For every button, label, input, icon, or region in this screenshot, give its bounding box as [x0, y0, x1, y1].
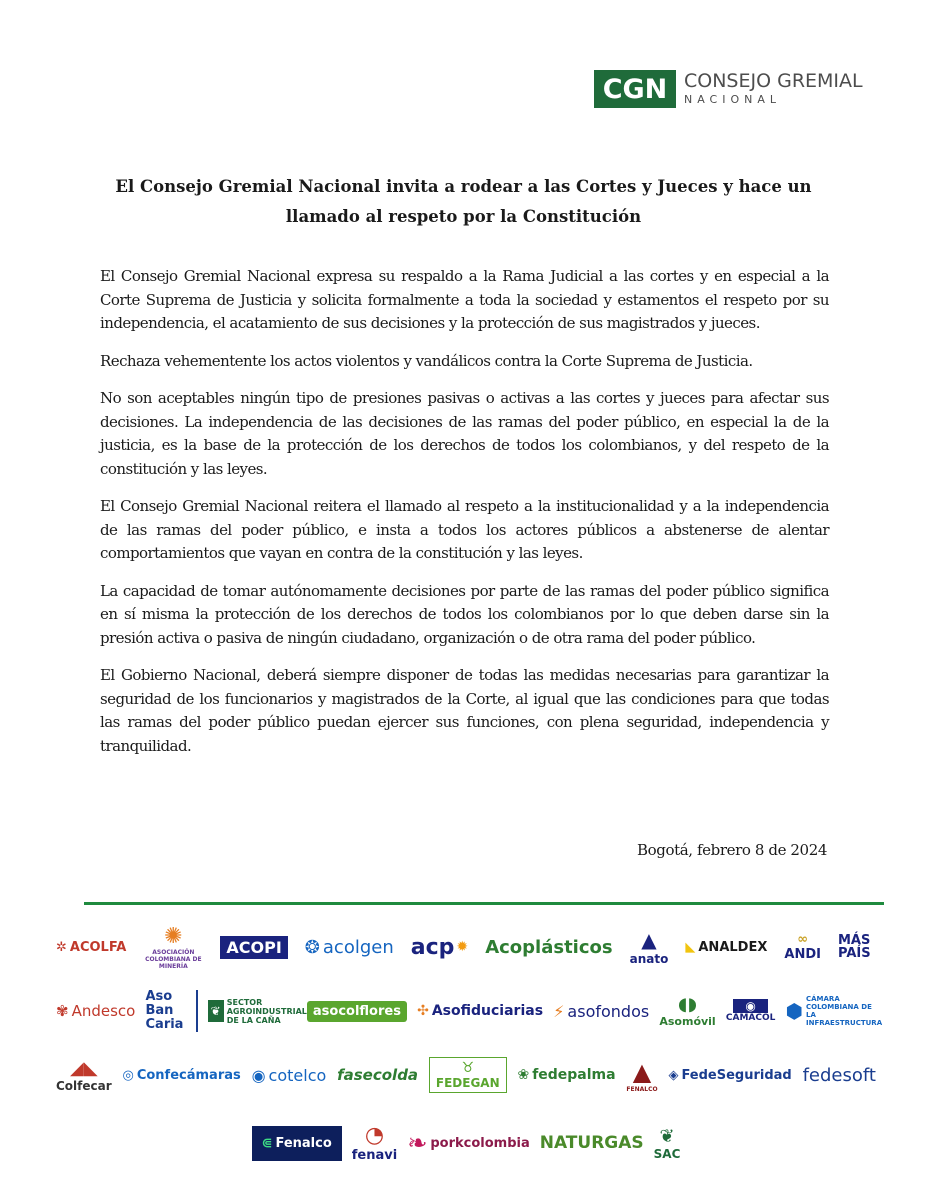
- logo-acm: ✺ ASOCIACIÓN COLOMBIANA DE MINERÍA: [145, 924, 202, 970]
- cgn-logo: [594, 70, 863, 108]
- logo-confecamaras: ◎ Confecámaras: [122, 1067, 241, 1083]
- paragraph-2: Rechaza vehementente los actos violentos y vandálicos contra la Corte Suprema de Justicia.: [100, 351, 753, 370]
- cgn-logo-text: [684, 71, 863, 107]
- logo-acp: acp ✹: [410, 934, 469, 960]
- logo-asofondos: ⚡ asofondos: [553, 1001, 650, 1021]
- logo-porkcolombia: ❧ porkcolombia: [407, 1129, 530, 1157]
- cci-hex-icon: ⬢: [785, 999, 803, 1023]
- asomovil-signal-icon: ◖◗: [678, 994, 698, 1015]
- asofiduciarias-icon: ✣: [417, 1003, 429, 1019]
- paragraph-1: El Consejo Gremial Nacional expresa su respaldo a la Rama Judicial a las cortes y en especial a la Corte Suprema de Justicia y solicita formalmente a toda la sociedad y estamentos el respeto por su independencia, el acatamiento de sus decisiones y la protección de sus magistrados y jueces.: [100, 267, 829, 332]
- asocana-leaf-icon: ❦: [208, 1000, 224, 1022]
- logo-andi: ∞ ANDI: [784, 932, 821, 962]
- logo-asocana: ❦ SECTOR AGROINDUSTRIAL DE LA CAÑA: [208, 998, 297, 1025]
- acolfa-icon: ✲: [56, 939, 67, 955]
- fenalco-icon: ⋐: [261, 1135, 273, 1151]
- logo-asofiduciarias: ✣ Asofiduciarias: [417, 1003, 544, 1019]
- paragraph-5: La capacidad de tomar autónomamente decisiones por parte de las ramas del poder público significa en sí misma la protección de los derechos de todos los colombianos por lo que deben darse sin la presión activa o pasiva de ningún ciudadano, organización o de otra rama del poder público.: [100, 581, 829, 647]
- logo-anato: ▲ anato: [629, 928, 669, 966]
- logo-cotelco: ◉ cotelco: [251, 1065, 327, 1085]
- fenavi-icon: ◔: [364, 1123, 385, 1148]
- acolgen-icon: ❂: [304, 936, 320, 958]
- fedepalma-palm-icon: ❀: [517, 1067, 530, 1083]
- logo-mas-pais: MÁS PAÍS: [838, 933, 871, 961]
- logo-acoplasticos: Acoplásticos: [485, 936, 613, 958]
- cgn-logo-line1: CONSEJO GREMIAL: [684, 70, 863, 92]
- logo-acolgen: ❂ acolgen: [304, 936, 394, 958]
- logo-sac: ❦ SAC: [653, 1125, 681, 1161]
- logo-acolfa: ✲ ACOLFA: [56, 939, 127, 955]
- logo-camacol: ◉ CAMACOL: [725, 999, 776, 1023]
- logo-cci: ⬢ CÁMARA COLOMBIANA DE LA INFRAESTRUCTURA: [785, 995, 883, 1027]
- andi-rings-icon: ∞: [797, 932, 809, 947]
- camacol-icon: ◉: [733, 999, 767, 1013]
- logo-asomovil: ◖◗ Asomóvil: [659, 994, 716, 1028]
- paragraph-3: No son aceptables ningún tipo de presiones pasivas o activas a las cortes y jueces para afectar sus decisiones. La independencia de las decisiones de las ramas del poder público, en especial la de la justicia, es la base de la protección de los derechos de todos los colombianos, y del respeto de la constitución y las leyes.: [100, 389, 829, 478]
- anato-icon: ▲: [641, 928, 657, 952]
- cotelco-icon: ◉: [251, 1065, 266, 1085]
- logo-row-2: [56, 982, 883, 1040]
- cgn-logo-mark: CGN: [594, 70, 676, 108]
- acp-sun-icon: ✹: [456, 939, 469, 955]
- paragraph-4: El Consejo Gremial Nacional reitera el llamado al respeto a la institucionalidad y a la independencia de las ramas del poder público, e insta a todos los actores públicos a abstenerse de alentar comportamientos que vayan en contra de la constitución y las leyes.: [100, 497, 829, 562]
- fedeseguridad-icon: ◈: [668, 1067, 679, 1083]
- logo-row-1: [56, 918, 876, 976]
- footer-divider: [84, 902, 884, 905]
- fnc-mountain-icon: ▲: [632, 1057, 652, 1086]
- confecamaras-icon: ◎: [122, 1067, 134, 1083]
- logo-analdex: ◣ ANALDEX: [685, 939, 768, 955]
- logo-fedeseguridad: ◈ FedeSeguridad: [668, 1067, 792, 1083]
- sac-plant-icon: ❦: [659, 1125, 675, 1147]
- logo-colfecar: ◢◣ Colfecar: [56, 1057, 112, 1093]
- logo-asocolflores: asocolflores: [307, 1001, 407, 1022]
- logo-fedesoft: fedesoft: [802, 1064, 876, 1086]
- acm-emblem-icon: ✺: [164, 924, 183, 949]
- fedegan-cow-icon: ♉: [461, 1060, 475, 1076]
- logo-fasecolda: fasecolda: [337, 1066, 419, 1084]
- porkcolombia-map-icon: ❧: [407, 1129, 428, 1157]
- document-title: El Consejo Gremial Nacional invita a rodear a las Cortes y Jueces y hace un llamado al respeto por la Constitución: [115, 177, 812, 226]
- cgn-logo-line2: NACIONAL: [684, 93, 782, 106]
- paragraph-6: El Gobierno Nacional, deberá siempre disponer de todas las medidas necesarias para garantizar la seguridad de los funcionarios y magistrados de la Corte, al igual que las condiciones para que todas las ramas del poder público puedan ejercer sus funciones, con plena seguridad, independencia y tranquilidad.: [100, 666, 829, 755]
- logo-fenavi: ◔ fenavi: [351, 1123, 398, 1163]
- logo-asobancaria: Aso Ban Caria: [146, 990, 198, 1032]
- signature-date: Bogotá, febrero 8 de 2024: [637, 841, 827, 859]
- logo-naturgas: NATURGAS: [539, 1133, 644, 1153]
- asofondos-icon: ⚡: [553, 1001, 565, 1021]
- logo-fedegan: ♉ FEDEGAN: [429, 1057, 507, 1093]
- logo-fenalco: ⋐ Fenalco: [252, 1126, 342, 1161]
- member-logos: [56, 918, 883, 1182]
- logo-andesco: ✾ Andesco: [56, 1002, 136, 1020]
- colfecar-icon: ◢◣: [69, 1057, 98, 1079]
- logo-fnc: ▲ FENALCO: [626, 1057, 658, 1093]
- logo-fedepalma: ❀ fedepalma: [517, 1067, 616, 1083]
- analdex-flag-icon: ◣: [685, 939, 696, 955]
- document-body: [100, 265, 829, 772]
- andesco-icon: ✾: [56, 1002, 69, 1020]
- logo-row-4: [56, 1110, 876, 1176]
- logo-row-3: [56, 1046, 876, 1104]
- logo-acopi: ACOPI: [220, 936, 287, 959]
